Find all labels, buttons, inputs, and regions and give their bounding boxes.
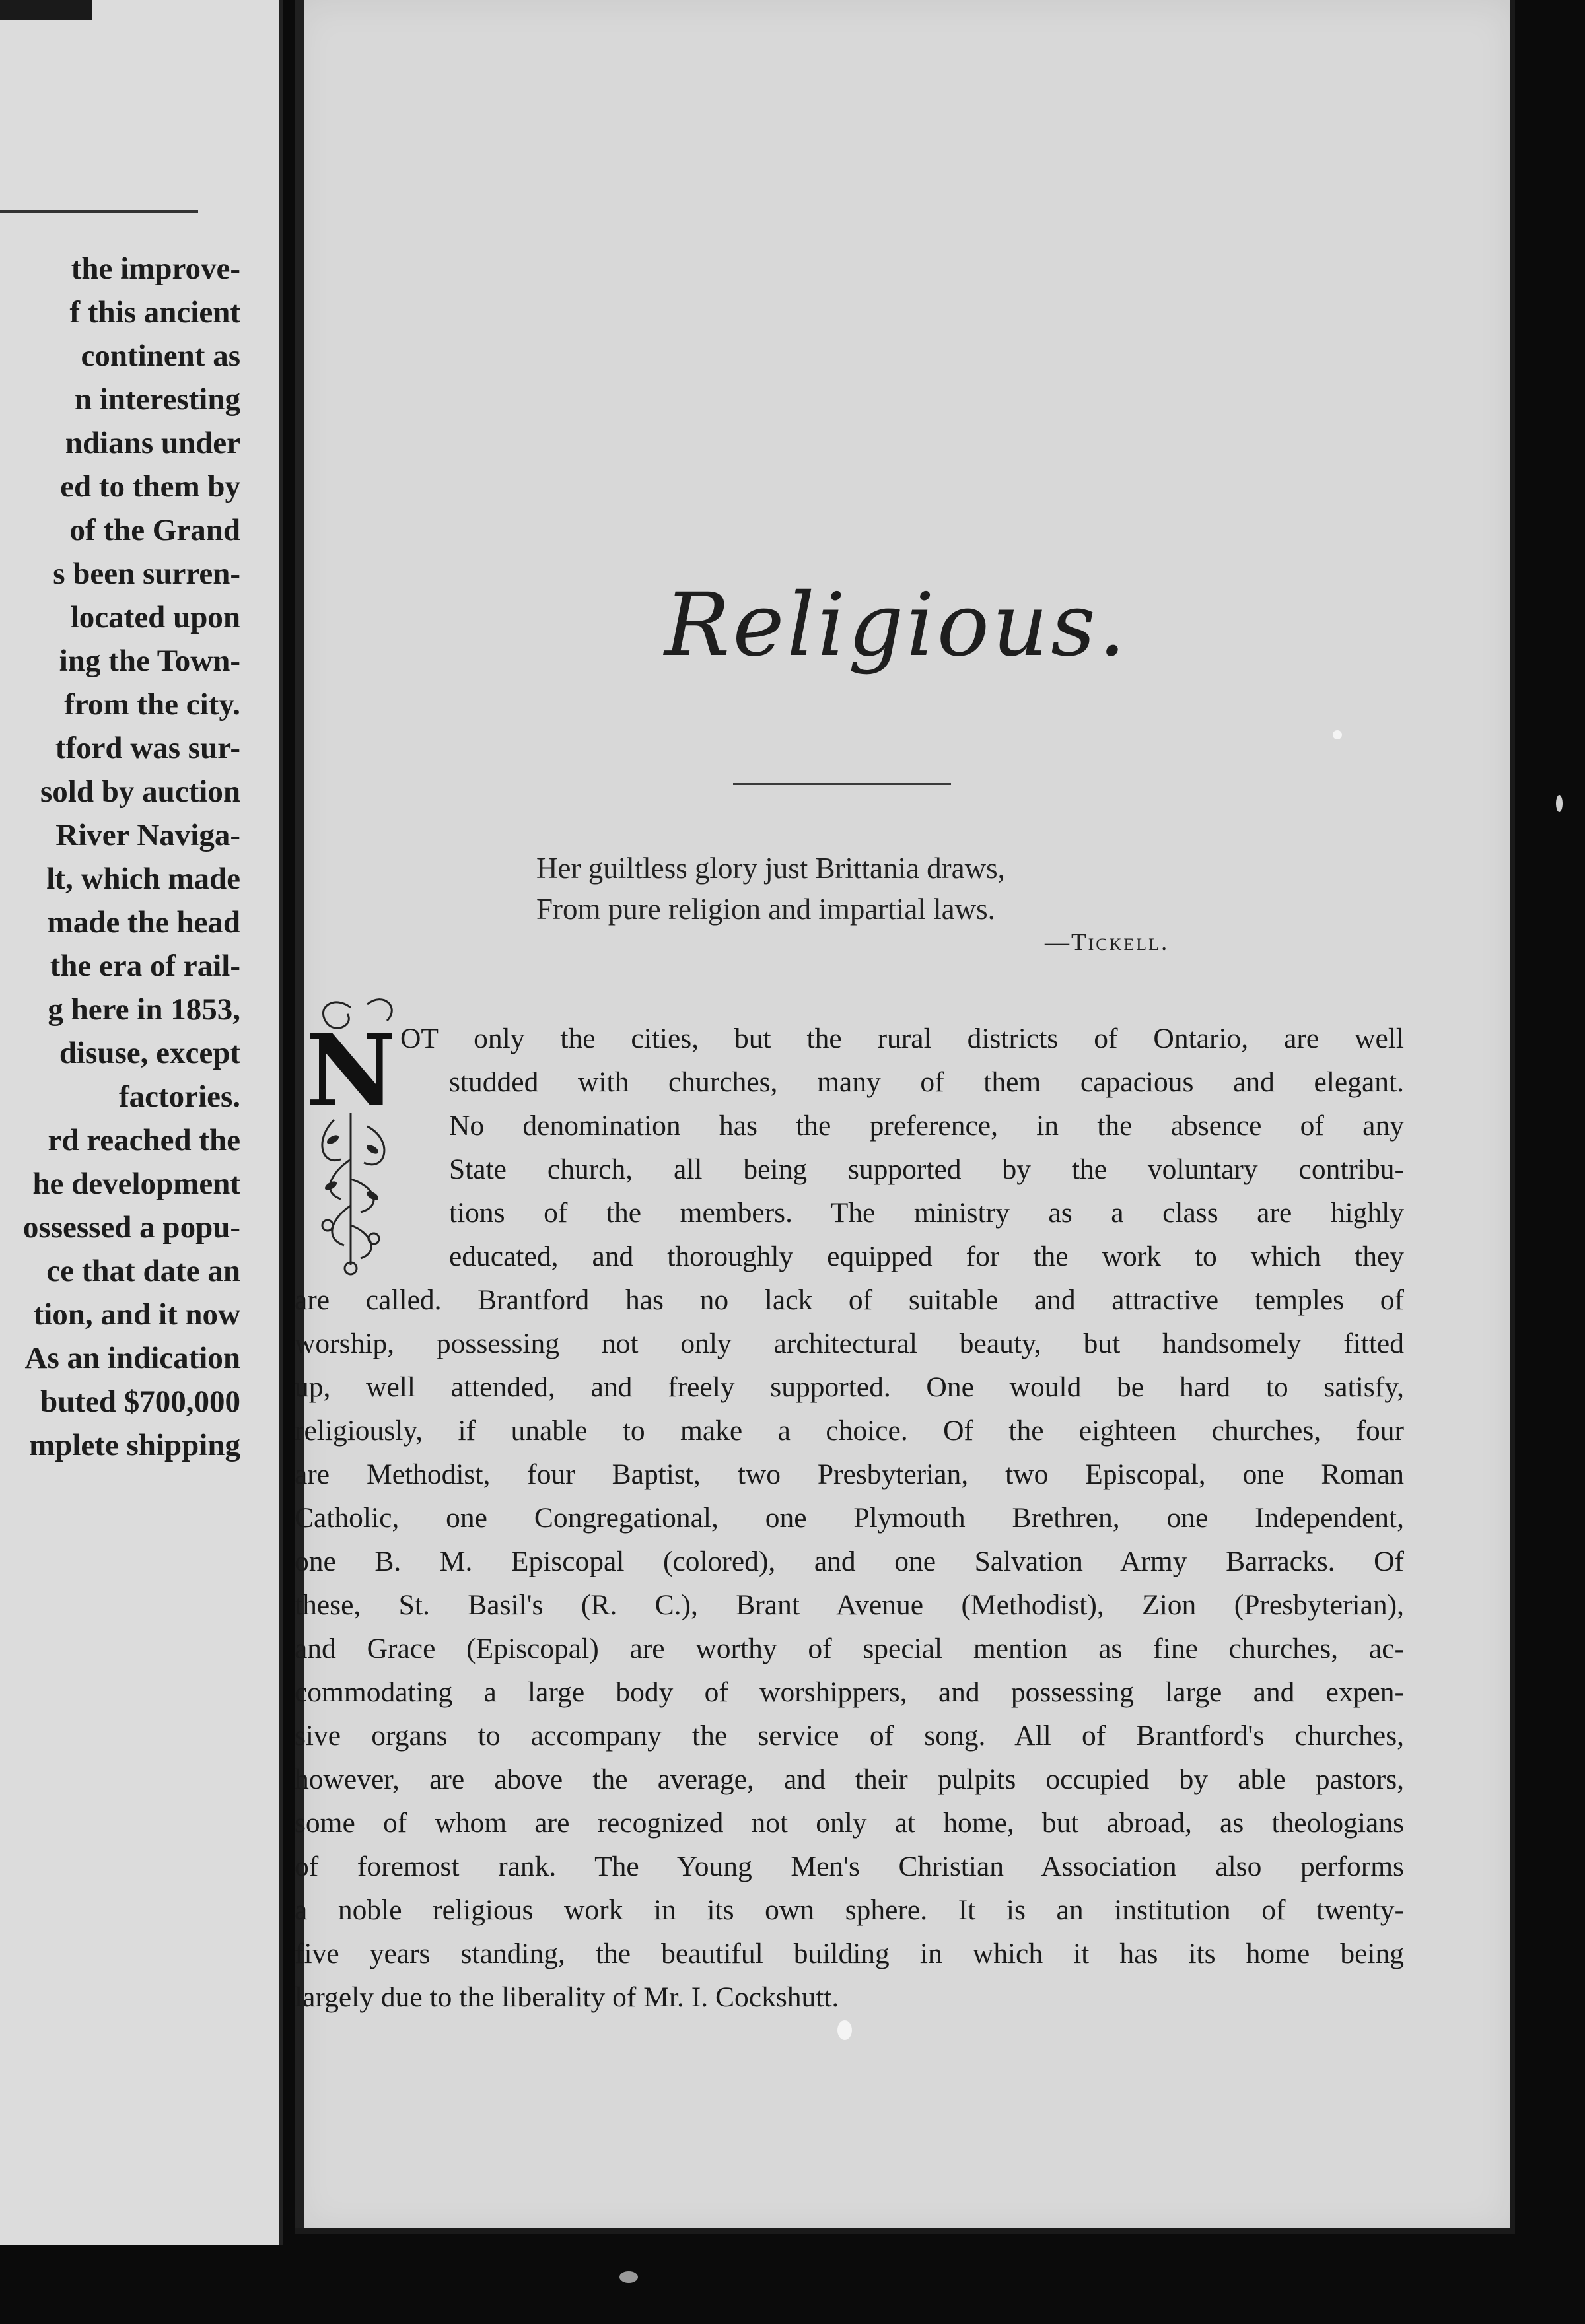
drop-cap-letter: N — [305, 1013, 396, 1129]
left-page-top-bar — [0, 0, 92, 20]
left-page-line: from the city. — [64, 687, 240, 722]
page-frame-right — [1510, 0, 1515, 2234]
body-line: five years standing, the beautiful building in which it has its home being — [295, 1938, 1404, 1969]
body-line: worship, possessing not only architectural beauty, but handsomely fitted — [295, 1328, 1404, 1359]
left-page-line: of the Grand — [69, 513, 240, 547]
left-page-line: As an indication — [24, 1341, 240, 1375]
left-page-line: made the head — [47, 905, 240, 940]
scan-mark — [619, 2271, 638, 2283]
title-divider — [733, 783, 951, 785]
left-page-line: ossessed a popu- — [22, 1210, 240, 1245]
body-line: Catholic, one Congregational, one Plymouth Brethren, one Independent, — [295, 1502, 1404, 1534]
left-page-line: factories. — [119, 1079, 240, 1114]
body-line: sive organs to accompany the service of song. All of Brantford's churches, — [295, 1720, 1404, 1752]
left-page-line: the era of rail- — [50, 949, 240, 983]
left-page-line: g here in 1853, — [48, 992, 240, 1027]
left-page-column-rule — [0, 210, 198, 213]
body-line: up, well attended, and freely supported. One would be hard to satisfy, — [295, 1371, 1404, 1403]
epigraph-attribution: —Tickell. — [1045, 929, 1170, 956]
body-line: one B. M. Episcopal (colored), and one Salvation Army Barracks. Of — [295, 1546, 1404, 1577]
left-page-line: f this ancient — [69, 295, 240, 329]
left-page-line: ed to them by — [60, 469, 240, 504]
left-page-line: sold by auction — [40, 774, 240, 809]
ornamental-drop-cap — [295, 988, 407, 1278]
left-page-edge — [279, 0, 283, 2245]
body-line: a noble religious work in its own sphere. It is an institution of twenty- — [295, 1894, 1404, 1926]
left-page-line: River Naviga- — [55, 818, 240, 852]
left-page-line: mplete shipping — [29, 1428, 240, 1462]
body-line: and Grace (Episcopal) are worthy of special mention as fine churches, ac- — [295, 1633, 1404, 1664]
body-line: of foremost rank. The Young Men's Christian Association also performs — [295, 1851, 1404, 1882]
body-line: some of whom are recognized not only at home, but abroad, as theologians — [295, 1807, 1404, 1839]
page-frame-bottom — [295, 2228, 1515, 2234]
left-page-line: rd reached the — [48, 1123, 240, 1157]
left-page-line: he development — [32, 1167, 240, 1201]
body-line: No denomination has the preference, in the absence of any — [449, 1110, 1404, 1142]
left-page-line: ce that date an — [46, 1254, 240, 1288]
scan-speck — [837, 2020, 852, 2040]
left-page-line: continent as — [81, 339, 240, 373]
body-line: are Methodist, four Baptist, two Presbyterian, two Episcopal, one Roman — [295, 1458, 1404, 1490]
section-title: Religious. — [664, 574, 1129, 676]
left-page-line: the improve- — [71, 252, 240, 286]
body-line: religiously, if unable to make a choice. Of the eighteen churches, four — [295, 1415, 1404, 1447]
left-page-line: buted $700,000 — [40, 1384, 240, 1419]
body-line: these, St. Basil's (R. C.), Brant Avenue (Methodist), Zion (Presbyterian), — [295, 1589, 1404, 1621]
body-line: educated, and thoroughly equipped for the work to which they — [449, 1241, 1404, 1272]
left-page-fragment — [0, 0, 283, 2245]
left-page-line: s been surren- — [53, 557, 240, 591]
body-line: OT only the cities, but the rural districts of Ontario, are well — [400, 1023, 1404, 1054]
body-line: State church, all being supported by the voluntary contribu- — [449, 1153, 1404, 1185]
left-page-line: tford was sur- — [55, 731, 240, 765]
left-page-line: disuse, except — [59, 1036, 240, 1070]
body-line: studded with churches, many of them capacious and elegant. — [449, 1066, 1404, 1098]
main-page — [295, 0, 1515, 2234]
left-page-line: ing the Town- — [59, 644, 240, 678]
left-page-line: n interesting — [74, 382, 240, 417]
epigraph — [536, 848, 1005, 930]
left-page-line: lt, which made — [46, 862, 240, 896]
body-line: however, are above the average, and their pulpits occupied by able pastors, — [295, 1763, 1404, 1795]
scan-speck — [1556, 795, 1563, 812]
body-line: largely due to the liberality of Mr. I. Cockshutt. — [295, 1981, 839, 2013]
epigraph-line: Her guiltless glory just Brittania draws, — [536, 852, 1005, 885]
left-page-line: tion, and it now — [33, 1297, 240, 1332]
left-page-line: located upon — [70, 600, 240, 634]
body-line: commodating a large body of worshippers, and possessing large and expen- — [295, 1676, 1404, 1708]
epigraph-line: From pure religion and impartial laws. — [536, 893, 995, 926]
scan-speck — [1333, 730, 1342, 739]
body-line: tions of the members. The ministry as a class are highly — [449, 1197, 1404, 1229]
left-page-text-column — [23, 247, 240, 1467]
body-line: are called. Brantford has no lack of suitable and attractive temples of — [295, 1284, 1404, 1316]
left-page-line: ndians under — [65, 426, 240, 460]
floral-ornament-icon — [295, 988, 407, 1278]
